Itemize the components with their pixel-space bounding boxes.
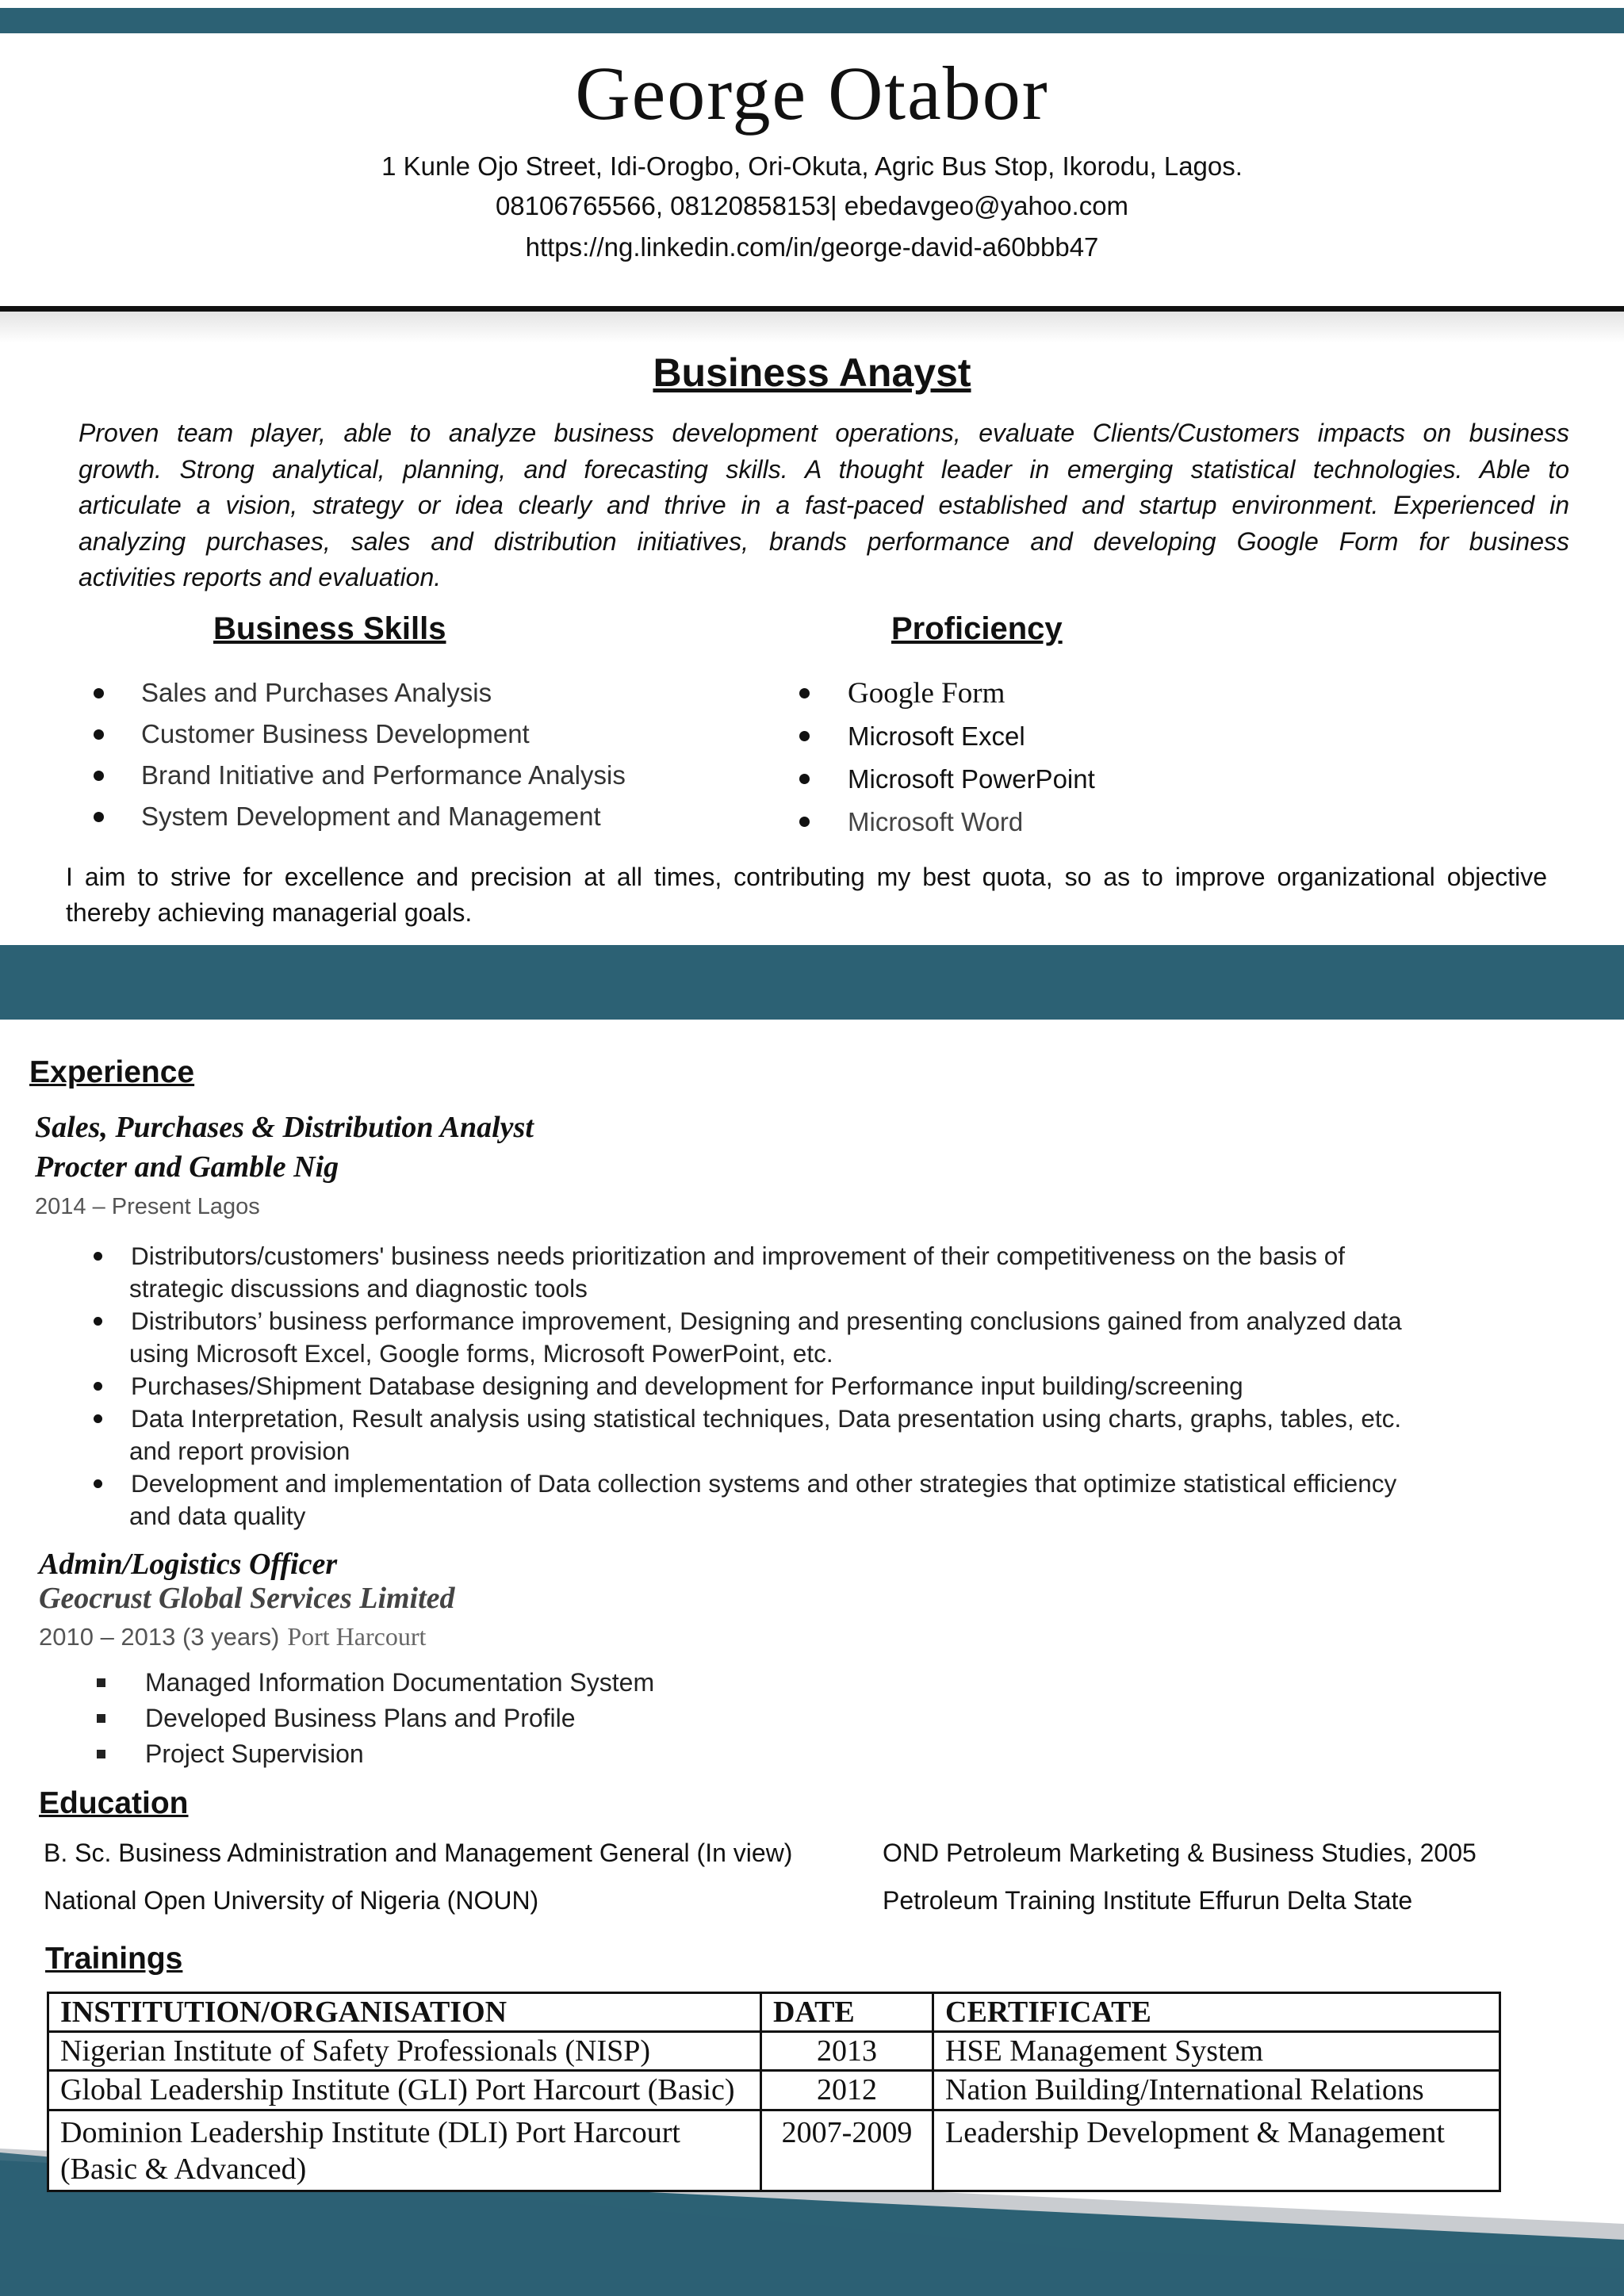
business-skills-heading: Business Skills bbox=[213, 611, 446, 646]
duty-line: Developed Business Plans and Profile bbox=[145, 1704, 576, 1732]
job-duties-list bbox=[94, 1240, 1521, 1533]
column-header: CERTIFICATE bbox=[933, 1993, 1500, 2032]
summary-line: growth. Strong analytical, planning, and forecasting skills. A thought leader in emerging statistical technologies. Able to bbox=[79, 454, 1569, 484]
list-item bbox=[94, 1305, 1521, 1370]
education-degree-left: B. Sc. Business Administration and Management General (In view) bbox=[44, 1839, 793, 1867]
linkedin-url[interactable]: https://ng.linkedin.com/in/george-david-a60bbb47 bbox=[525, 232, 1099, 262]
header-divider-shadow bbox=[0, 312, 1624, 343]
job-location: Lagos bbox=[197, 1194, 260, 1219]
job-duties-list bbox=[97, 1665, 654, 1772]
education-heading: Education bbox=[39, 1786, 189, 1820]
proficiency-list bbox=[799, 672, 1095, 844]
business-skills-list bbox=[94, 672, 626, 837]
middle-band bbox=[0, 945, 1624, 1020]
table-cell: Nation Building/International Relations bbox=[933, 2071, 1500, 2110]
list-item bbox=[94, 672, 626, 714]
candidate-name: George Otabor bbox=[575, 51, 1049, 136]
skill-label: Sales and Purchases Analysis bbox=[141, 678, 492, 707]
list-item bbox=[94, 1468, 1521, 1533]
table-cell: Global Leadership Institute (GLI) Port Harcourt (Basic) bbox=[48, 2071, 761, 2110]
job-location: Port Harcourt bbox=[287, 1622, 427, 1651]
profile-title: Business Anayst bbox=[653, 350, 971, 395]
duty-line: strategic discussions and diagnostic tools bbox=[129, 1274, 588, 1303]
list-item bbox=[94, 755, 626, 796]
table-cell: HSE Management System bbox=[933, 2032, 1500, 2071]
summary-line: Proven team player, able to analyze business development operations, evaluate Clients/Customers impacts on business bbox=[79, 419, 1569, 447]
proficiency-label: Microsoft Word bbox=[848, 807, 1024, 836]
job-company: Geocrust Global Services Limited bbox=[39, 1582, 455, 1615]
skill-label: Brand Initiative and Performance Analysis bbox=[141, 760, 626, 790]
duty-line: using Microsoft Excel, Google forms, Microsoft PowerPoint, etc. bbox=[129, 1339, 833, 1368]
job-title: Sales, Purchases & Distribution Analyst bbox=[35, 1111, 534, 1144]
column-header: INSTITUTION/ORGANISATION bbox=[48, 1993, 761, 2032]
skill-label: System Development and Management bbox=[141, 802, 601, 831]
list-item bbox=[94, 714, 626, 755]
list-item bbox=[97, 1665, 654, 1701]
duty-line: Project Supervision bbox=[145, 1739, 364, 1768]
address: 1 Kunle Ojo Street, Idi-Orogbo, Ori-Okuta, Agric Bus Stop, Ikorodu, Lagos. bbox=[381, 151, 1243, 181]
skill-label: Customer Business Development bbox=[141, 719, 530, 748]
experience-heading: Experience bbox=[29, 1055, 195, 1089]
duty-line: Development and implementation of Data collection systems and other strategies that optimize statistical efficiency bbox=[131, 1469, 1397, 1498]
top-band bbox=[0, 8, 1624, 33]
list-item bbox=[799, 672, 1095, 715]
table-row bbox=[48, 2110, 1500, 2191]
list-item bbox=[799, 715, 1095, 758]
header-divider bbox=[0, 306, 1624, 312]
table-row bbox=[48, 2032, 1500, 2071]
proficiency-label: Microsoft Excel bbox=[848, 721, 1025, 751]
list-item bbox=[799, 801, 1095, 844]
duty-line: Distributors/customers' business needs prioritization and improvement of their competitiveness on the basis of bbox=[131, 1242, 1345, 1270]
table-cell: 2012 bbox=[761, 2071, 933, 2110]
table-header-row bbox=[48, 1993, 1500, 2032]
objective-line: thereby achieving managerial goals. bbox=[66, 898, 473, 927]
list-item bbox=[97, 1701, 654, 1736]
list-item bbox=[94, 1370, 1521, 1402]
job-title: Admin/Logistics Officer bbox=[39, 1548, 338, 1581]
career-objective bbox=[66, 859, 1547, 931]
job-company: Procter and Gamble Nig bbox=[35, 1150, 339, 1184]
table-cell: Dominion Leadership Institute (DLI) Port Harcourt (Basic & Advanced) bbox=[48, 2110, 761, 2191]
duty-line: and report provision bbox=[129, 1437, 350, 1465]
table-cell: Nigerian Institute of Safety Professionals (NISP) bbox=[48, 2032, 761, 2071]
contact-phone-email: 08106765566, 08120858153| ebedavgeo@yahoo.com bbox=[495, 191, 1129, 220]
job-dates-location bbox=[39, 1620, 426, 1654]
table-cell: 2013 bbox=[761, 2032, 933, 2071]
duty-line: Managed Information Documentation System bbox=[145, 1668, 655, 1697]
duty-line: Distributors’ business performance improvement, Designing and presenting conclusions gained from analyzed data bbox=[131, 1307, 1402, 1335]
summary-line: activities reports and evaluation. bbox=[79, 563, 442, 591]
duty-line: Data Interpretation, Result analysis using statistical techniques, Data presentation using charts, graphs, tables, etc. bbox=[131, 1404, 1402, 1433]
education-degree-right: OND Petroleum Marketing & Business Studies, 2005 bbox=[883, 1839, 1477, 1867]
list-item bbox=[94, 1402, 1521, 1468]
proficiency-heading: Proficiency bbox=[891, 611, 1063, 646]
table-row bbox=[48, 2071, 1500, 2110]
proficiency-label: Microsoft PowerPoint bbox=[848, 764, 1095, 794]
education-school-left: National Open University of Nigeria (NOUN) bbox=[44, 1886, 539, 1915]
summary-line: analyzing purchases, sales and distribution initiatives, brands performance and developing Google Form for business bbox=[79, 526, 1569, 556]
list-item bbox=[94, 796, 626, 837]
job-dates-location bbox=[35, 1191, 260, 1223]
objective-line: I aim to strive for excellence and precision at all times, contributing my best quota, so as to improve organizational objective bbox=[66, 863, 1547, 891]
list-item bbox=[94, 1240, 1521, 1305]
trainings-heading: Trainings bbox=[45, 1942, 183, 1976]
list-item bbox=[799, 758, 1095, 801]
summary-line: articulate a vision, strategy or idea clearly and thrive in a fast-paced established and startup environment. Experienced in bbox=[79, 491, 1569, 519]
table-cell: 2007-2009 bbox=[761, 2110, 933, 2191]
proficiency-label: Google Form bbox=[848, 677, 1005, 710]
duty-line: and data quality bbox=[129, 1502, 306, 1530]
education-school-right: Petroleum Training Institute Effurun Delta State bbox=[883, 1886, 1413, 1915]
trainings-table bbox=[47, 1992, 1501, 2192]
job-dates: 2014 – Present bbox=[35, 1194, 191, 1219]
duty-line: Purchases/Shipment Database designing and development for Performance input building/screening bbox=[131, 1372, 1243, 1400]
column-header: DATE bbox=[761, 1993, 933, 2032]
list-item bbox=[97, 1736, 654, 1772]
table-cell: Leadership Development & Management bbox=[933, 2110, 1500, 2191]
profile-summary bbox=[79, 415, 1569, 596]
job-dates: 2010 – 2013 (3 years) bbox=[39, 1623, 280, 1651]
